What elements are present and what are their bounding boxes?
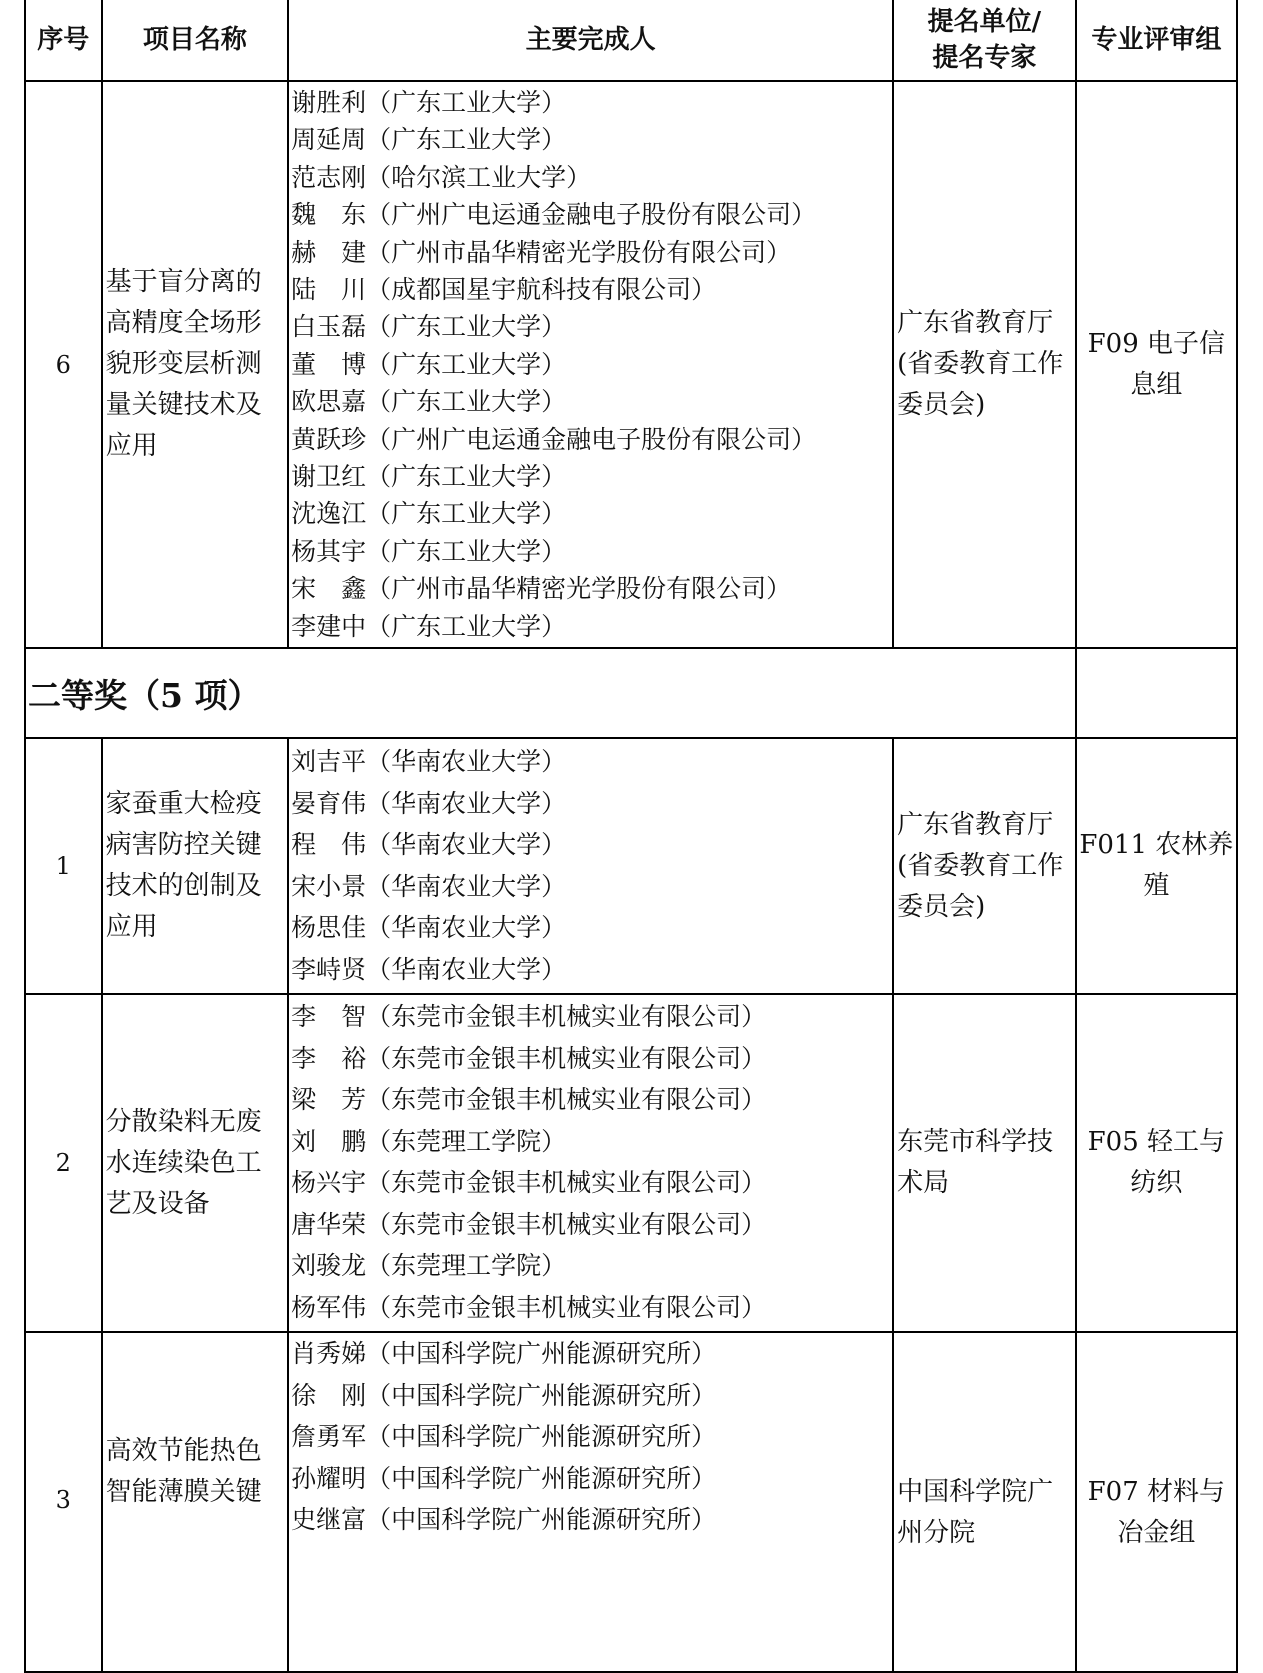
contributor: 孙耀明（中国科学院广州能源研究所） (291, 1463, 717, 1493)
contributor: 欧思嘉（广东工业大学） (291, 387, 567, 417)
table-row (25, 81, 1237, 648)
contributor: 沈逸江（广东工业大学） (291, 499, 567, 529)
row-review-group: F05 轻工与纺织 (1076, 994, 1237, 1332)
row-contributors (288, 738, 893, 994)
contributor: 刘吉平（华南农业大学） (291, 747, 567, 776)
section-empty-cell (1076, 648, 1237, 738)
row-project-name: 基于盲分离的高精度全场形貌形变层析测量关键技术及应用 (102, 81, 289, 648)
header-seq: 序号 (25, 0, 102, 81)
row-nominator: 东莞市科学技术局 (893, 994, 1076, 1332)
contributor: 魏 东（广州广电运通金融电子股份有限公司） (291, 200, 817, 230)
contributor: 程 伟（华南农业大学） (291, 830, 567, 859)
awards-table (24, 0, 1238, 1673)
contributor: 肖秀娣（中国科学院广州能源研究所） (291, 1339, 717, 1368)
contributor: 杨思佳（华南农业大学） (291, 913, 567, 942)
contributor: 董 博（广东工业大学） (291, 349, 567, 379)
contributor: 范志刚（哈尔滨工业大学） (291, 162, 592, 192)
row-review-group: F011 农林养殖 (1076, 738, 1237, 994)
row-seq: 1 (25, 738, 102, 994)
contributor: 詹勇军（中国科学院广州能源研究所） (291, 1422, 717, 1451)
contributor: 史继富（中国科学院广州能源研究所） (291, 1505, 717, 1534)
row-project-name (102, 1332, 289, 1672)
contributor: 徐 刚（中国科学院广州能源研究所） (291, 1380, 717, 1410)
section-row (25, 648, 1237, 738)
contributor: 唐华荣（东莞市金银丰机械实业有限公司） (291, 1209, 767, 1239)
section-title: 二等奖（5 项） (25, 648, 1076, 738)
row-project-name: 分散染料无废水连续染色工艺及设备 (102, 994, 289, 1332)
contributor: 刘 鹏（东莞理工学院） (291, 1126, 567, 1156)
row-contributors (288, 1332, 893, 1672)
table-header-row (25, 0, 1237, 81)
row-contributors (288, 81, 893, 648)
contributor: 杨兴宇（东莞市金银丰机械实业有限公司） (291, 1168, 767, 1197)
contributor: 谢卫红（广东工业大学） (291, 462, 567, 492)
row-review-group: F09 电子信息组 (1076, 81, 1237, 648)
contributor: 李建中（广东工业大学） (291, 611, 567, 641)
header-project-name: 项目名称 (102, 0, 289, 81)
row-seq: 3 (25, 1332, 102, 1672)
row-seq: 2 (25, 994, 102, 1332)
contributor: 谢胜利（广东工业大学） (291, 88, 567, 117)
contributor: 陆 川（成都国星宇航科技有限公司） (291, 275, 717, 305)
contributor: 周延周（广东工业大学） (291, 125, 567, 155)
row-project-name: 家蚕重大检疫病害防控关键技术的创制及应用 (102, 738, 289, 994)
table-row (25, 1332, 1237, 1672)
header-nominator-line2: 提名专家 (932, 43, 1037, 73)
row-project-name-text: 高效节能热色智能薄膜关键 (105, 1436, 262, 1507)
header-main-contributors: 主要完成人 (288, 0, 893, 81)
contributor: 白玉磊（广东工业大学） (291, 312, 567, 342)
row-review-group: F07 材料与冶金组 (1076, 1332, 1237, 1672)
contributor: 李 裕（东莞市金银丰机械实业有限公司） (291, 1043, 767, 1073)
contributor: 宋 鑫（广州市晶华精密光学股份有限公司） (291, 574, 792, 604)
contributor: 赫 建（广州市晶华精密光学股份有限公司） (291, 237, 792, 267)
table-row (25, 738, 1237, 994)
header-nominator (893, 0, 1076, 81)
header-nominator-line1: 提名单位/ (927, 7, 1042, 37)
row-nominator: 广东省教育厅(省委教育工作委员会) (893, 81, 1076, 648)
contributor: 李 智（东莞市金银丰机械实业有限公司） (291, 1002, 767, 1031)
table-row (25, 994, 1237, 1332)
contributor: 刘骏龙（东莞理工学院） (291, 1251, 567, 1280)
contributor: 梁 芳（东莞市金银丰机械实业有限公司） (291, 1085, 767, 1114)
contributor: 杨其宇（广东工业大学） (291, 536, 567, 566)
contributor: 宋小景（华南农业大学） (291, 871, 567, 901)
row-seq: 6 (25, 81, 102, 648)
header-review-group: 专业评审组 (1076, 0, 1237, 81)
contributor: 黄跃珍（广州广电运通金融电子股份有限公司） (291, 424, 817, 454)
row-nominator: 中国科学院广州分院 (893, 1332, 1076, 1672)
row-nominator: 广东省教育厅(省委教育工作委员会) (893, 738, 1076, 994)
contributor: 李峙贤（华南农业大学） (291, 954, 567, 984)
row-contributors (288, 994, 893, 1332)
contributor: 杨军伟（东莞市金银丰机械实业有限公司） (291, 1292, 767, 1322)
contributor: 晏育伟（华南农业大学） (291, 788, 567, 818)
